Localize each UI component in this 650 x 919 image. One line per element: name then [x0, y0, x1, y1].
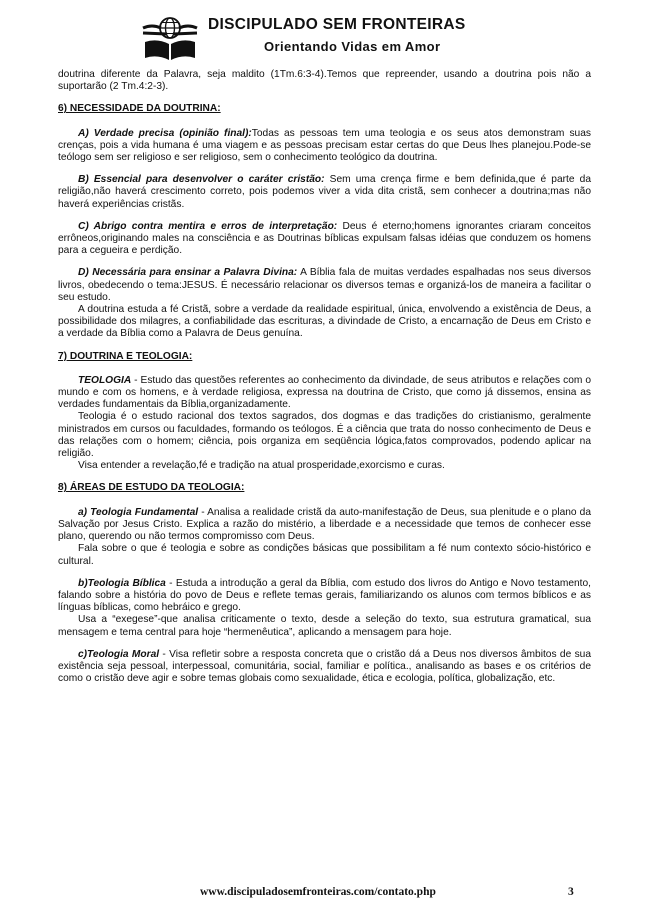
paragraph-lead: TEOLOGIA	[78, 374, 132, 386]
paragraph-text: - Visa refletir sobre a resposta concreta que o cristão dá a Deus nos diversos âmbitos de sua existência seja pessoal, interpessoal, comunitária, social, familiar e política., analisando as bases e os critérios de como o cristão deve agir e sobre temas globais como sexualidade, ética e ecologia, política, globalização, etc.	[58, 648, 591, 685]
intro-paragraph: doutrina diferente da Palavra, seja maldito (1Tm.6:3-4).Temos que repreender, usando a doutrina pois não a suportarão (2 Tm.4:2-3).	[58, 69, 591, 93]
section-7-heading: 7) DOUTRINA E TEOLOGIA:	[58, 350, 193, 362]
page-number: 3	[568, 886, 574, 898]
paragraph-lead: a) Teologia Fundamental	[78, 506, 199, 518]
section-6-paragraph-b	[58, 174, 591, 211]
section-6-paragraph-e: A doutrina estuda a fé Cristã, sobre a verdade da realidade espiritual, única, envolvendo a existência de Deus, a possibilidade dos milagres, a confiabilidade das escrituras, a divindade de Cristo, a encarnação de Deus em Cristo e a verdade da Bíblia como a Palavra de Deus genuína.	[58, 304, 591, 340]
paragraph-text: Deus é eterno;homens ignorantes criaram conceitos errôneos,originando males na consciência e as Doutrinas bíblicas expulsam falsas idéias que conduzem os homens para a cegueira e perdição.	[58, 220, 591, 257]
section-8-paragraph-c	[58, 649, 591, 686]
footer-url[interactable]: www.discipuladosemfronteiras.com/contato.php	[200, 886, 436, 898]
paragraph-lead: b)Teologia Bíblica	[78, 577, 166, 589]
section-7-paragraph-1	[58, 375, 591, 412]
document-body	[58, 69, 591, 685]
header-title: DISCIPULADO SEM FRONTEIRAS	[208, 16, 466, 33]
paragraph-text: - Estuda a introdução a geral da Bíblia, com estudo dos livros do Antigo e Novo testamento, falando sobre a história do povo de Deus e reflete temas gerais, familiarizando os alunos com termos bíblicos e as línguas bíblicas, como hebráico e grego.	[58, 577, 592, 614]
paragraph-text: Sem uma crença firme e bem definida,que é parte da religião,não haverá crescimento correto, pois podemos viver a vida dita cristã, sem conhecer a doutrina;mas não haverá experiências cristãs.	[58, 174, 591, 210]
paragraph-lead: A) Verdade precisa (opinião final):	[78, 127, 252, 139]
section-8-heading: 8) ÁREAS DE ESTUDO DA TEOLOGIA:	[58, 482, 245, 494]
paragraph-text: Todas as pessoas tem uma teologia e os seus atos demonstram suas crenças, pois a vida humana é uma viagem e as pessoas precisam estar certas do que Deus lhes planejou.Pode-se teólogo sem ser religioso e ser religioso, sem o conhecimento teológico da doutrina.	[58, 127, 591, 164]
page-header	[0, 10, 650, 66]
paragraph-text: - Estudo das questões referentes ao conhecimento da divindade, de seus atributos e relações com o mundo e com os homens, e à verdade religiosa, expressa na doutrina de Cristo, que como já dissemos, ensina as verdades fundamentais da Bíblia,organizadamente.	[58, 374, 591, 411]
section-8-paragraph-a	[58, 507, 591, 544]
section-6-paragraph-d	[58, 267, 591, 304]
page-footer	[0, 886, 650, 902]
section-7-paragraph-3: Visa entender a revelação,fé e tradição na atual prosperidade,exorcismo e curas.	[78, 460, 445, 472]
section-8-paragraph-a2: Fala sobre o que é teologia e sobre as condições básicas que possibilitam a fé num contexto sócio-histórico e cultural.	[58, 543, 591, 567]
section-6-paragraph-c	[58, 221, 591, 258]
paragraph-lead: c)Teologia Moral	[78, 648, 160, 660]
paragraph-text: - Analisa a realidade cristã da auto-manifestação de Deus, sua plenitude e o plano da Salvação por Jesus Cristo. Explica a razão do mistério, a liberdade e a necessidade que temos de conhecer esse plano, querendo ou não termos compromisso com Deus.	[58, 506, 591, 543]
header-subtitle: Orientando Vidas em Amor	[264, 39, 441, 54]
paragraph-lead: D) Necessária para ensinar a Palavra Divina:	[78, 267, 298, 279]
paragraph-text: A Bíblia fala de muitas verdades espalhadas nos seus diversos livros, obedecendo o tema:JESUS. É necessário relacionar os diversos temas e organizá-los de maneira a facilitar o seu estudo.	[58, 267, 592, 303]
paragraph-lead: B) Essencial para desenvolver o caráter cristão:	[78, 174, 325, 186]
paragraph-lead: C) Abrigo contra mentira e erros de interpretação:	[78, 220, 338, 232]
section-8-paragraph-b	[58, 578, 591, 615]
section-8-paragraph-b2: Usa a “exegese”-que analisa criticamente o texto, desde a seleção do texto, sua estrutura gramatical, sua mensagem e tema central para hoje “hermenêutica”, aplicando a mensagem para hoje.	[58, 614, 591, 638]
section-6-heading: 6) NECESSIDADE DA DOUTRINA:	[58, 103, 221, 115]
section-7-paragraph-2: Teologia é o estudo racional dos textos sagrados, dos dogmas e das tradições do cristianismo, geralmente ministrados em cursos ou faculdades, formando os teólogos. É a ciência que trata do nosso conhecimento de Deus e das relações com o homem; ciência, pois organiza em seqüência lógica,fatos comprovados, podendo aplicar na religião.	[58, 411, 591, 460]
globe-and-book-icon	[140, 14, 200, 62]
section-6-paragraph-a	[58, 128, 591, 165]
